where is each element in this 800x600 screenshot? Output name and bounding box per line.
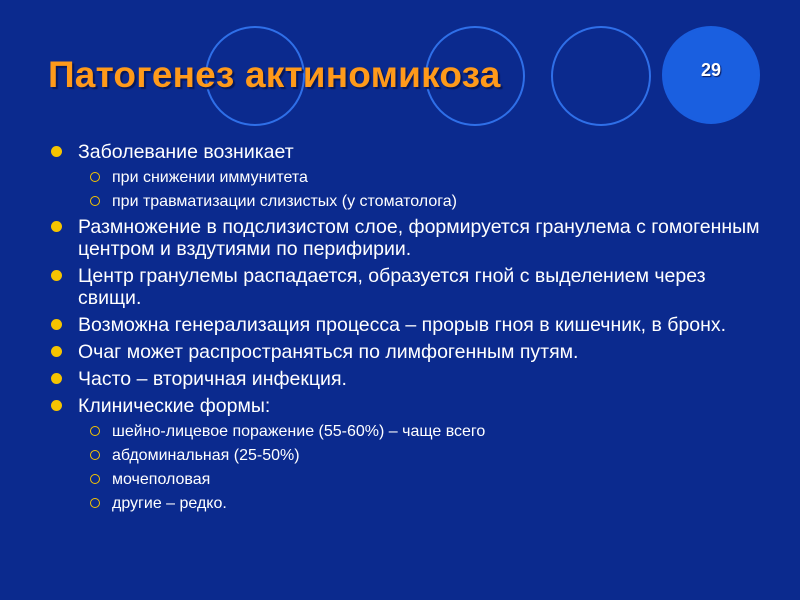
- bullet-dot-icon: [51, 400, 62, 411]
- sub-item-text: при травматизации слизистых (у стоматолога): [112, 193, 457, 210]
- bullet-dot-icon: [51, 319, 62, 330]
- list-item: [48, 265, 768, 309]
- sub-list-item: [48, 494, 768, 513]
- bullet-ring-icon: [90, 450, 100, 460]
- sub-list-item: [48, 446, 768, 465]
- bullet-dot-icon: [51, 221, 62, 232]
- decorative-circle: [551, 26, 651, 126]
- sub-item-text: абдоминальная (25-50%): [112, 447, 300, 464]
- bullet-list: [48, 141, 768, 518]
- sub-list-item: [48, 192, 768, 211]
- list-item: [48, 216, 768, 260]
- list-item-text: Клинические формы:: [78, 395, 271, 417]
- slide-title: Патогенез актиномикоза: [48, 54, 501, 95]
- sub-item-text: мочеполовая: [112, 471, 211, 488]
- sub-item-text: при снижении иммунитета: [112, 169, 308, 186]
- list-item: [48, 141, 768, 163]
- bullet-dot-icon: [51, 146, 62, 157]
- list-item: [48, 395, 768, 417]
- bullet-ring-icon: [90, 474, 100, 484]
- sub-item-text: шейно-лицевое поражение (55-60%) – чаще всего: [112, 423, 486, 440]
- list-item-text: Возможна генерализация процесса – прорыв гноя в кишечник, в бронх.: [78, 314, 727, 336]
- bullet-dot-icon: [51, 346, 62, 357]
- bullet-ring-icon: [90, 426, 100, 436]
- list-item-text: Центр гранулемы распадается, образуется гной с выделением через свищи.: [78, 265, 706, 309]
- sub-list-item: [48, 422, 768, 441]
- sub-list-item: [48, 470, 768, 489]
- list-item-text: Размножение в подслизистом слое, формируется гранулема с гомогенным центром и вздутиями по перифирии.: [78, 216, 760, 260]
- bullet-ring-icon: [90, 172, 100, 182]
- sub-list-item: [48, 168, 768, 187]
- bullet-dot-icon: [51, 373, 62, 384]
- bullet-dot-icon: [51, 270, 62, 281]
- list-item-text: Очаг может распространяться по лимфогенным путям.: [78, 341, 579, 363]
- list-item-text: Часто – вторичная инфекция.: [78, 368, 347, 390]
- bullet-ring-icon: [90, 498, 100, 508]
- list-item: [48, 314, 768, 336]
- bullet-ring-icon: [90, 196, 100, 206]
- sub-item-text: другие – редко.: [112, 495, 227, 512]
- list-item: [48, 341, 768, 363]
- list-item: [48, 368, 768, 390]
- page-number: 29: [700, 60, 722, 80]
- list-item-text: Заболевание возникает: [78, 141, 294, 163]
